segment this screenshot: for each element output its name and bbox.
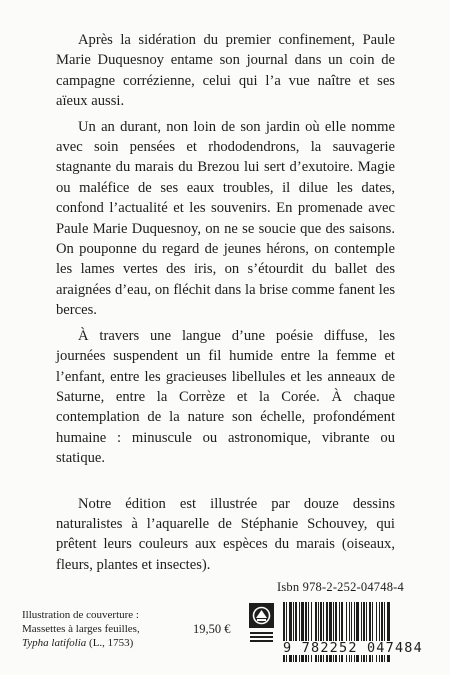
paragraph-4: Notre édition est illustrée par douze dessins naturalistes à l’aquarelle de Stéphanie Schouvey, qui prêtent leurs couleurs aux espèces du marais (oiseaux, fleurs, plantes et insectes). [56, 495, 395, 573]
back-cover-footer [0, 580, 450, 675]
back-cover-text [56, 30, 395, 580]
paragraph-2: Un an durant, non loin de son jardin où elle nomme avec soin pensées et rhododendrons, la sauvagerie stagnante du marais du Brezou lui sert d’exutoire. Magie ou maléfice de ses eaux troubles, il dilue les dates, confond l’actualité et les souvenirs. En promenade avec Paule Marie Duquesnoy, on ne se soucie que des saisons. On pouponne du regard de jeunes hérons, on contemple les lames vertes des iris, on s’étourdit du ballet des araignées d’eau, on fléchit dans la brise comme fanent les berces. [56, 118, 395, 319]
cover-illustration-credit [22, 608, 222, 650]
isbn-label: Isbn 978-2-252-04748-4 [277, 580, 404, 594]
credit-species: Typha latifolia [22, 637, 87, 649]
credit-line-3 [22, 636, 222, 650]
paragraph-1: Après la sidération du premier confinement, Paule Marie Duquesnoy entame son journal dans un coin de campagne corrézienne, celui qui l’a vue naître et ses aïeux aussi. [56, 32, 395, 110]
publisher-logo-icon [248, 602, 275, 646]
credit-line-1: Illustration de couverture : [22, 609, 139, 621]
price: 19,50 € [193, 622, 231, 636]
credit-author: (L., 1753) [86, 637, 134, 649]
paragraph-3: À travers une langue d’une poésie diffuse, les journées suspendent un fil humide entre la femme et l’enfant, entre les gracieuses libellules et les anneaux de Saturne, entre la Corrèze et la Corée. À chaque contemplation de la nature son échelle, profondément humaine : minuscule ou astronomique, vibrante ou statique. [56, 327, 395, 467]
barcode-digits: 9 782252 047484 [277, 641, 429, 655]
credit-line-2: Massettes à larges feuilles, [22, 623, 140, 635]
